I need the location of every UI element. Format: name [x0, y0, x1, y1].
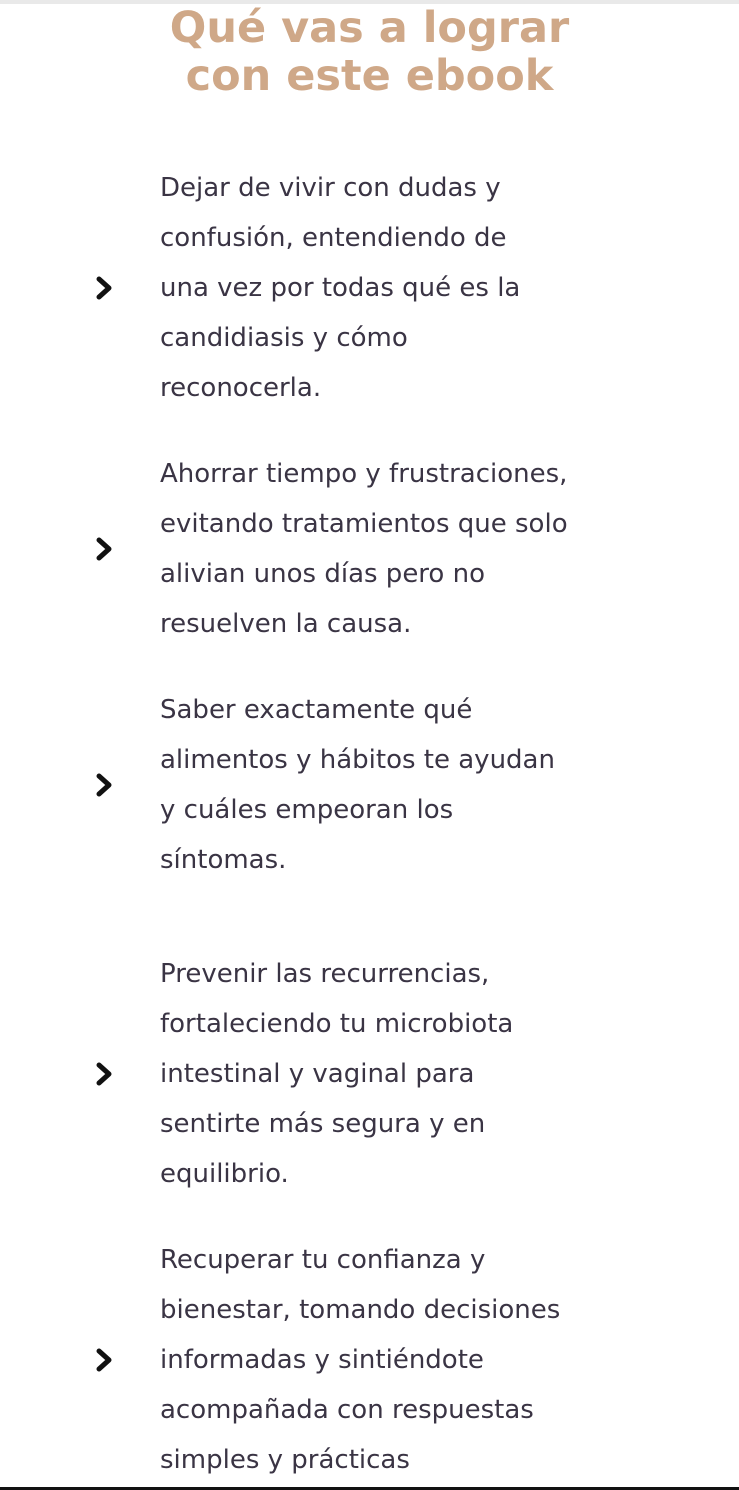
benefit-line: alivian unos días pero no [160, 559, 485, 589]
benefit-item-1 [0, 163, 739, 413]
benefit-line: y cuáles empeoran los [160, 795, 454, 825]
benefit-line: simples y prácticas [160, 1445, 410, 1475]
benefit-line: alimentos y hábitos te ayudan [160, 745, 555, 775]
benefit-line: acompañada con respuestas [160, 1395, 534, 1425]
section-title-line-1: Qué vas a lograr [169, 3, 570, 53]
benefit-line: bienestar, tomando decisiones [160, 1295, 561, 1325]
benefit-line: informadas y sintiéndote [160, 1345, 484, 1375]
benefit-line: reconocerla. [160, 373, 322, 403]
benefit-line: candidiasis y cómo [160, 323, 408, 353]
benefit-line: síntomas. [160, 845, 287, 875]
benefit-line: evitando tratamientos que solo [160, 509, 568, 539]
benefit-item-3 [0, 685, 739, 885]
chevron-right-icon [90, 273, 120, 303]
benefit-line: Prevenir las recurrencias, [160, 959, 490, 989]
benefit-line: Saber exactamente qué [160, 695, 473, 725]
benefit-line: fortaleciendo tu microbiota [160, 1009, 514, 1039]
benefit-item-4 [0, 949, 739, 1199]
benefit-line: una vez por todas qué es la [160, 273, 521, 303]
benefit-line: sentirte más segura y en [160, 1109, 486, 1139]
benefit-item-5 [0, 1235, 739, 1485]
chevron-right-icon [90, 770, 120, 800]
section-title [0, 4, 739, 100]
benefit-line: intestinal y vaginal para [160, 1059, 475, 1089]
benefit-line: Ahorrar tiempo y frustraciones, [160, 459, 568, 489]
benefit-line: equilibrio. [160, 1159, 289, 1189]
benefit-line: resuelven la causa. [160, 609, 412, 639]
benefit-text [160, 449, 680, 649]
section-title-line-2: con este ebook [185, 51, 554, 101]
chevron-right-icon [90, 534, 120, 564]
benefit-text [160, 949, 680, 1199]
benefit-text [160, 685, 680, 885]
benefit-line: confusión, entendiendo de [160, 223, 507, 253]
chevron-right-icon [90, 1345, 120, 1375]
benefit-line: Dejar de vivir con dudas y [160, 173, 501, 203]
benefit-line: Recuperar tu confianza y [160, 1245, 486, 1275]
benefit-text [160, 163, 680, 413]
chevron-right-icon [90, 1059, 120, 1089]
benefit-text [160, 1235, 680, 1485]
benefit-item-2 [0, 449, 739, 649]
